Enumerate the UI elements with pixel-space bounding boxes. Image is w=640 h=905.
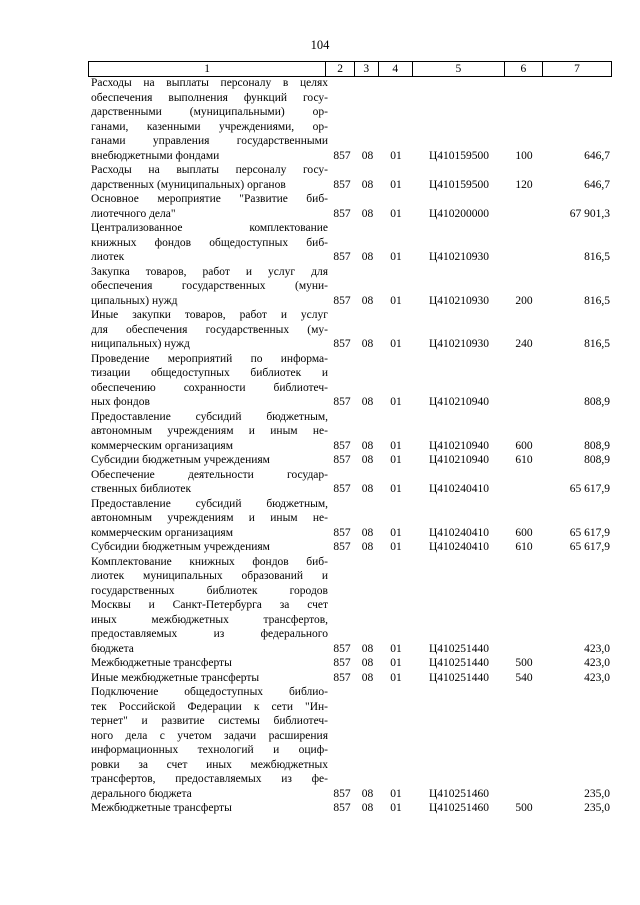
description-line: Предоставление субсидий бюджетным,	[91, 497, 328, 510]
row-section: 08	[361, 207, 374, 220]
description-line: Иные закупки товаров, работ и услуг	[91, 309, 328, 321]
row-section: 08	[361, 483, 374, 495]
row-ministry-code: 857	[333, 802, 351, 814]
page-number: 104	[310, 38, 330, 52]
description-line: ганами управления государственными	[91, 135, 328, 147]
row-amount: 65 617,9	[569, 526, 610, 539]
description-line: дерального бюджета	[91, 787, 192, 800]
table-row	[88, 555, 612, 657]
row-target-article: Ц410159500	[428, 178, 490, 191]
description-line: Обеспечение деятельности государ-	[91, 468, 328, 481]
row-target-article: Ц410210940	[428, 396, 490, 408]
row-target-article: Ц410200000	[428, 207, 490, 220]
row-ministry-code: 857	[333, 396, 351, 408]
description-line: тек Российской Федерации к сети "Ин-	[91, 700, 328, 713]
row-ministry-code: 857	[333, 294, 351, 307]
row-subsection: 01	[390, 294, 402, 307]
description-line: Расходы на выплаты персоналу в целях	[91, 77, 328, 89]
description-line: ниципальных) нужд	[91, 338, 190, 350]
row-ministry-code: 857	[333, 642, 351, 655]
row-amount: 808,9	[584, 439, 610, 452]
description-line: Субсидии бюджетным учреждениям	[91, 541, 270, 553]
row-target-article: Ц410251440	[428, 671, 490, 684]
row-ministry-code: 857	[333, 657, 351, 669]
table-row	[88, 410, 612, 454]
row-subsection: 01	[390, 454, 402, 466]
table-row	[88, 540, 612, 555]
row-expense-type: 610	[515, 541, 533, 553]
table-row	[88, 76, 612, 163]
description-line: Подключение общедоступных библио-	[91, 686, 328, 698]
row-amount: 67 901,3	[569, 207, 610, 220]
description-line: Централизованное комплектование	[91, 222, 328, 234]
row-expense-type: 500	[515, 657, 533, 669]
row-amount: 808,9	[584, 454, 610, 466]
row-description	[88, 192, 328, 221]
table-row	[88, 221, 612, 265]
row-amount: 816,5	[584, 294, 610, 307]
row-section: 08	[361, 671, 374, 684]
table-row	[88, 497, 612, 541]
row-section: 08	[361, 787, 374, 800]
row-subsection: 01	[390, 526, 402, 539]
row-ministry-code: 857	[333, 149, 351, 162]
description-line: предоставляемых из федерального	[91, 628, 328, 640]
row-subsection: 01	[390, 657, 402, 669]
row-description	[88, 671, 328, 686]
row-target-article: Ц410251440	[428, 657, 490, 669]
row-description	[88, 656, 328, 671]
row-section: 08	[361, 251, 374, 263]
row-section: 08	[361, 454, 374, 466]
row-section: 08	[361, 657, 374, 669]
description-line: ного дела с учетом задачи расширения	[91, 729, 328, 742]
row-target-article: Ц410210940	[428, 439, 490, 452]
header-col-1: 1	[88, 62, 326, 76]
row-description	[88, 453, 328, 468]
description-line: ровки за счет иных межбюджетных	[91, 758, 328, 771]
row-ministry-code: 857	[333, 207, 351, 220]
description-line: обеспечения государственных (муни-	[91, 280, 328, 292]
description-line: Комплектование книжных фондов биб-	[91, 555, 328, 568]
row-expense-type: 500	[515, 802, 533, 814]
description-line: ганами, казенными учреждениями, ор-	[91, 120, 328, 133]
row-target-article: Ц410159500	[428, 149, 490, 162]
description-line: ных фондов	[91, 396, 150, 408]
row-description	[88, 163, 328, 192]
row-ministry-code: 857	[333, 251, 351, 263]
row-amount: 423,0	[584, 657, 610, 669]
description-line: обеспечению сохранности библиотеч-	[91, 381, 328, 394]
row-description	[88, 468, 328, 497]
row-subsection: 01	[390, 787, 402, 800]
row-target-article: Ц410210930	[428, 294, 490, 307]
table-row	[88, 192, 612, 221]
row-subsection: 01	[390, 642, 402, 655]
description-line: коммерческим организациям	[91, 526, 233, 539]
row-subsection: 01	[390, 149, 402, 162]
header-col-4: 4	[379, 62, 413, 76]
row-description	[88, 76, 328, 163]
row-target-article: Ц410210930	[428, 251, 490, 263]
description-line: для обеспечения государственных (му-	[91, 323, 328, 336]
row-section: 08	[361, 396, 374, 408]
row-expense-type: 100	[515, 149, 533, 162]
row-subsection: 01	[390, 178, 402, 191]
row-amount: 816,5	[584, 251, 610, 263]
table-row	[88, 801, 612, 816]
description-line: лиотек муниципальных образований и	[91, 570, 328, 582]
row-expense-type: 540	[515, 671, 533, 684]
row-ministry-code: 857	[333, 787, 351, 800]
row-target-article: Ц410210940	[428, 454, 490, 466]
header-col-3: 3	[355, 62, 379, 76]
row-section: 08	[361, 294, 374, 307]
row-subsection: 01	[390, 802, 402, 814]
description-line: дарственными (муниципальными) ор-	[91, 106, 328, 118]
description-line: бюджета	[91, 642, 134, 655]
row-ministry-code: 857	[333, 178, 351, 191]
row-description	[88, 352, 328, 410]
row-section: 08	[361, 439, 374, 452]
row-section: 08	[361, 526, 374, 539]
row-target-article: Ц410251460	[428, 802, 490, 814]
row-section: 08	[361, 541, 374, 553]
table-row	[88, 352, 612, 410]
table-row	[88, 265, 612, 309]
row-expense-type: 600	[515, 439, 533, 452]
description-line: Москвы и Санкт-Петербурга за счет	[91, 599, 328, 611]
row-section: 08	[361, 178, 374, 191]
description-line: автономным учреждениям и иным не-	[91, 512, 328, 524]
description-line: Предоставление субсидий бюджетным,	[91, 410, 328, 423]
row-description	[88, 555, 328, 657]
table-row	[88, 656, 612, 671]
description-line: Субсидии бюджетным учреждениям	[91, 454, 270, 466]
row-description	[88, 685, 328, 801]
row-subsection: 01	[390, 483, 402, 495]
description-line: иных межбюджетных трансфертов,	[91, 613, 328, 626]
description-line: государственных библиотек городов	[91, 584, 328, 597]
row-amount: 65 617,9	[569, 483, 610, 495]
row-target-article: Ц410240410	[428, 483, 490, 495]
description-line: дарственных (муниципальных) органов	[91, 178, 286, 191]
row-amount: 235,0	[584, 787, 610, 800]
table-row	[88, 453, 612, 468]
row-subsection: 01	[390, 338, 402, 350]
description-line: Межбюджетные трансферты	[91, 657, 232, 669]
row-target-article: Ц410240410	[428, 541, 490, 553]
row-subsection: 01	[390, 671, 402, 684]
row-amount: 235,0	[584, 802, 610, 814]
row-amount: 808,9	[584, 396, 610, 408]
row-ministry-code: 857	[333, 439, 351, 452]
row-section: 08	[361, 802, 374, 814]
table-header	[88, 61, 612, 77]
row-subsection: 01	[390, 439, 402, 452]
description-line: Расходы на выплаты персоналу госу-	[91, 164, 328, 176]
row-expense-type: 610	[515, 454, 533, 466]
row-target-article: Ц410251460	[428, 787, 490, 800]
description-line: лиотек	[91, 251, 125, 263]
description-line: трансфертов, предоставляемых из фе-	[91, 773, 328, 785]
description-line: внебюджетными фондами	[91, 149, 220, 162]
row-description	[88, 801, 328, 816]
row-description	[88, 221, 328, 265]
row-target-article: Ц410240410	[428, 526, 490, 539]
header-col-6: 6	[505, 62, 543, 76]
description-line: ственных библиотек	[91, 483, 192, 495]
row-expense-type: 240	[515, 338, 533, 350]
row-amount: 65 617,9	[569, 541, 610, 553]
row-section: 08	[361, 642, 374, 655]
table-body	[88, 76, 612, 816]
row-amount: 423,0	[584, 671, 610, 684]
row-amount: 646,7	[584, 149, 610, 162]
row-expense-type: 120	[515, 178, 533, 191]
description-line: книжных фондов общедоступных биб-	[91, 236, 328, 249]
row-ministry-code: 857	[333, 671, 351, 684]
row-ministry-code: 857	[333, 483, 351, 495]
row-ministry-code: 857	[333, 526, 351, 539]
table-row	[88, 685, 612, 801]
row-description	[88, 410, 328, 454]
row-subsection: 01	[390, 251, 402, 263]
description-line: автономным учреждениям и иным не-	[91, 425, 328, 437]
row-ministry-code: 857	[333, 338, 351, 350]
header-col-5: 5	[413, 62, 505, 76]
row-ministry-code: 857	[333, 541, 351, 553]
row-section: 08	[361, 338, 374, 350]
table-row	[88, 308, 612, 352]
description-line: тизации общедоступных библиотек и	[91, 367, 328, 379]
row-subsection: 01	[390, 541, 402, 553]
description-line: Проведение мероприятий по информа-	[91, 352, 328, 365]
description-line: коммерческим организациям	[91, 439, 233, 452]
description-line: обеспечения выполнения функций госу-	[91, 91, 328, 104]
row-description	[88, 265, 328, 309]
description-line: Межбюджетные трансферты	[91, 802, 232, 814]
row-subsection: 01	[390, 396, 402, 408]
header-col-2: 2	[326, 62, 355, 76]
row-subsection: 01	[390, 207, 402, 220]
description-line: Основное мероприятие "Развитие биб-	[91, 193, 328, 205]
table-row	[88, 468, 612, 497]
row-target-article: Ц410251440	[428, 642, 490, 655]
description-line: лиотечного дела"	[91, 207, 176, 220]
row-amount: 816,5	[584, 338, 610, 350]
description-line: Иные межбюджетные трансферты	[91, 671, 260, 684]
description-line: тернет" и развитие системы библиотеч-	[91, 715, 328, 727]
table-row	[88, 671, 612, 686]
row-target-article: Ц410210930	[428, 338, 490, 350]
row-amount: 423,0	[584, 642, 610, 655]
description-line: Закупка товаров, работ и услуг для	[91, 265, 328, 278]
row-description	[88, 497, 328, 541]
row-expense-type: 200	[515, 294, 533, 307]
row-ministry-code: 857	[333, 454, 351, 466]
row-amount: 646,7	[584, 178, 610, 191]
table-row	[88, 163, 612, 192]
header-col-7: 7	[543, 62, 612, 76]
description-line: информационных технологий и оциф-	[91, 744, 328, 756]
row-description	[88, 540, 328, 555]
row-section: 08	[361, 149, 374, 162]
row-description	[88, 308, 328, 352]
description-line: ципальных) нужд	[91, 294, 178, 307]
row-expense-type: 600	[515, 526, 533, 539]
